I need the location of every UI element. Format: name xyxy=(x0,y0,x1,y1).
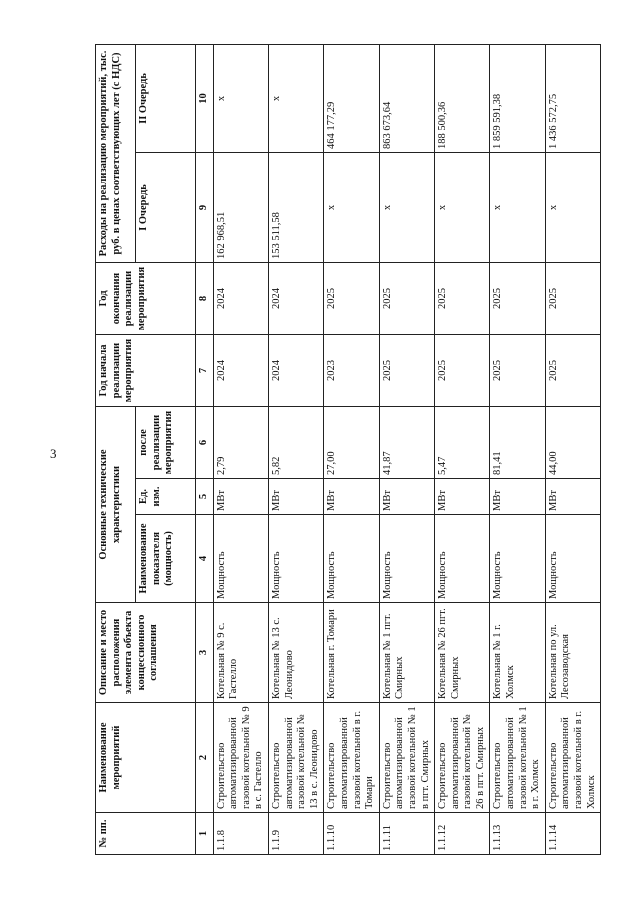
row-end-year: 2025 xyxy=(490,263,545,335)
row-number: 1.1.9 xyxy=(268,813,323,855)
row-end-year: 2025 xyxy=(545,263,600,335)
row-queue-1: х xyxy=(545,153,600,263)
row-unit: МВт xyxy=(324,479,379,515)
header-unit: Ед. изм. xyxy=(136,479,196,515)
row-name: Строительство автоматизированной газовой котельной в г. Холмск xyxy=(545,703,600,813)
col-number: 9 xyxy=(196,153,214,263)
header-no: № пп. xyxy=(96,813,196,855)
col-number: 4 xyxy=(196,515,214,603)
row-indicator: Мощность xyxy=(490,515,545,603)
row-location: Котельная г. Томари xyxy=(324,603,379,703)
row-capacity: 5,47 xyxy=(435,407,490,479)
row-indicator: Мощность xyxy=(268,515,323,603)
row-indicator: Мощность xyxy=(435,515,490,603)
row-location: Котельная № 26 пгт. Смирных xyxy=(435,603,490,703)
table-row xyxy=(490,44,545,854)
row-start-year: 2025 xyxy=(545,335,600,407)
row-name: Строительство автоматизированной газовой котельной № 1 в г. Холмск xyxy=(490,703,545,813)
table-row xyxy=(379,44,434,854)
row-end-year: 2024 xyxy=(268,263,323,335)
rotated-table-container xyxy=(95,45,597,855)
row-queue-1: х xyxy=(490,153,545,263)
row-indicator: Мощность xyxy=(213,515,268,603)
row-name: Строительство автоматизированной газовой котельной в г. Томари xyxy=(324,703,379,813)
col-number: 1 xyxy=(196,813,214,855)
measures-table xyxy=(95,44,601,855)
row-queue-2: 188 500,36 xyxy=(435,44,490,152)
row-queue-2: 1 859 591,38 xyxy=(490,44,545,152)
row-queue-1: 153 511,58 xyxy=(268,153,323,263)
col-number: 6 xyxy=(196,407,214,479)
header-queue-1: I Очередь xyxy=(136,153,196,263)
row-capacity: 2,79 xyxy=(213,407,268,479)
row-queue-2: 1 436 572,75 xyxy=(545,44,600,152)
row-location: Котельная по ул. Лесозаводская xyxy=(545,603,600,703)
header-name: Наименование мероприятий xyxy=(96,703,196,813)
table-row xyxy=(324,44,379,854)
row-location: Котельная № 1 пгт. Смирных xyxy=(379,603,434,703)
row-name: Строительство автоматизированной газовой котельной № 9 в с. Гастелло xyxy=(213,703,268,813)
row-name: Строительство автоматизированной газовой котельной № 26 в пгт. Смирных xyxy=(435,703,490,813)
table-row xyxy=(268,44,323,854)
row-unit: МВт xyxy=(490,479,545,515)
row-indicator: Мощность xyxy=(324,515,379,603)
col-number: 3 xyxy=(196,603,214,703)
row-unit: МВт xyxy=(379,479,434,515)
header-capacity: после реализации мероприятия xyxy=(136,407,196,479)
row-start-year: 2025 xyxy=(379,335,434,407)
row-location: Котельная № 13 с. Леонидово xyxy=(268,603,323,703)
col-number: 10 xyxy=(196,44,214,152)
row-name: Строительство автоматизированной газовой котельной № 1 в пгт. Смирных xyxy=(379,703,434,813)
row-number: 1.1.14 xyxy=(545,813,600,855)
col-number: 2 xyxy=(196,703,214,813)
row-end-year: 2024 xyxy=(213,263,268,335)
row-number: 1.1.12 xyxy=(435,813,490,855)
row-number: 1.1.13 xyxy=(490,813,545,855)
header-cost-group: Расходы на реализацию мероприятий, тыс. руб. в ценах соответствующих лет (с НДС) xyxy=(96,44,136,262)
row-capacity: 41,87 xyxy=(379,407,434,479)
row-queue-2: 464 177,29 xyxy=(324,44,379,152)
col-number: 7 xyxy=(196,335,214,407)
row-capacity: 81,41 xyxy=(490,407,545,479)
row-unit: МВт xyxy=(268,479,323,515)
row-capacity: 5,82 xyxy=(268,407,323,479)
row-start-year: 2024 xyxy=(213,335,268,407)
row-queue-1: х xyxy=(379,153,434,263)
table-row xyxy=(213,44,268,854)
row-queue-1: х xyxy=(324,153,379,263)
row-location: Котельная № 1 г. Холмск xyxy=(490,603,545,703)
row-location: Котельная № 9 с. Гастелло xyxy=(213,603,268,703)
row-unit: МВт xyxy=(435,479,490,515)
row-indicator: Мощность xyxy=(379,515,434,603)
row-start-year: 2024 xyxy=(268,335,323,407)
header-indicator: Наименование показателя (мощность) xyxy=(136,515,196,603)
col-number: 5 xyxy=(196,479,214,515)
row-end-year: 2025 xyxy=(324,263,379,335)
row-name: Строительство автоматизированной газовой котельной № 13 в с. Леонидово xyxy=(268,703,323,813)
row-number: 1.1.8 xyxy=(213,813,268,855)
row-capacity: 44,00 xyxy=(545,407,600,479)
row-queue-2: 863 673,64 xyxy=(379,44,434,152)
row-unit: МВт xyxy=(545,479,600,515)
row-indicator: Мощность xyxy=(545,515,600,603)
row-number: 1.1.10 xyxy=(324,813,379,855)
row-queue-2: х xyxy=(268,44,323,152)
header-end-year: Год окончания реализации мероприятия xyxy=(96,263,196,335)
row-number: 1.1.11 xyxy=(379,813,434,855)
row-end-year: 2025 xyxy=(379,263,434,335)
col-number: 8 xyxy=(196,263,214,335)
page-number: 3 xyxy=(50,446,57,461)
row-capacity: 27,00 xyxy=(324,407,379,479)
row-start-year: 2025 xyxy=(490,335,545,407)
header-queue-2: II Очередь xyxy=(136,44,196,152)
table-row xyxy=(545,44,600,854)
row-start-year: 2023 xyxy=(324,335,379,407)
row-end-year: 2025 xyxy=(435,263,490,335)
row-start-year: 2025 xyxy=(435,335,490,407)
row-queue-1: х xyxy=(435,153,490,263)
table-row xyxy=(435,44,490,854)
row-queue-1: 162 968,51 xyxy=(213,153,268,263)
row-unit: МВт xyxy=(213,479,268,515)
header-tech-group: Основные технические характеристики xyxy=(96,407,136,603)
row-queue-2: х xyxy=(213,44,268,152)
header-start-year: Год начала реализации мероприятия xyxy=(96,335,196,407)
header-location: Описание и место расположения элемента объекта концессионного соглашения xyxy=(96,603,196,703)
